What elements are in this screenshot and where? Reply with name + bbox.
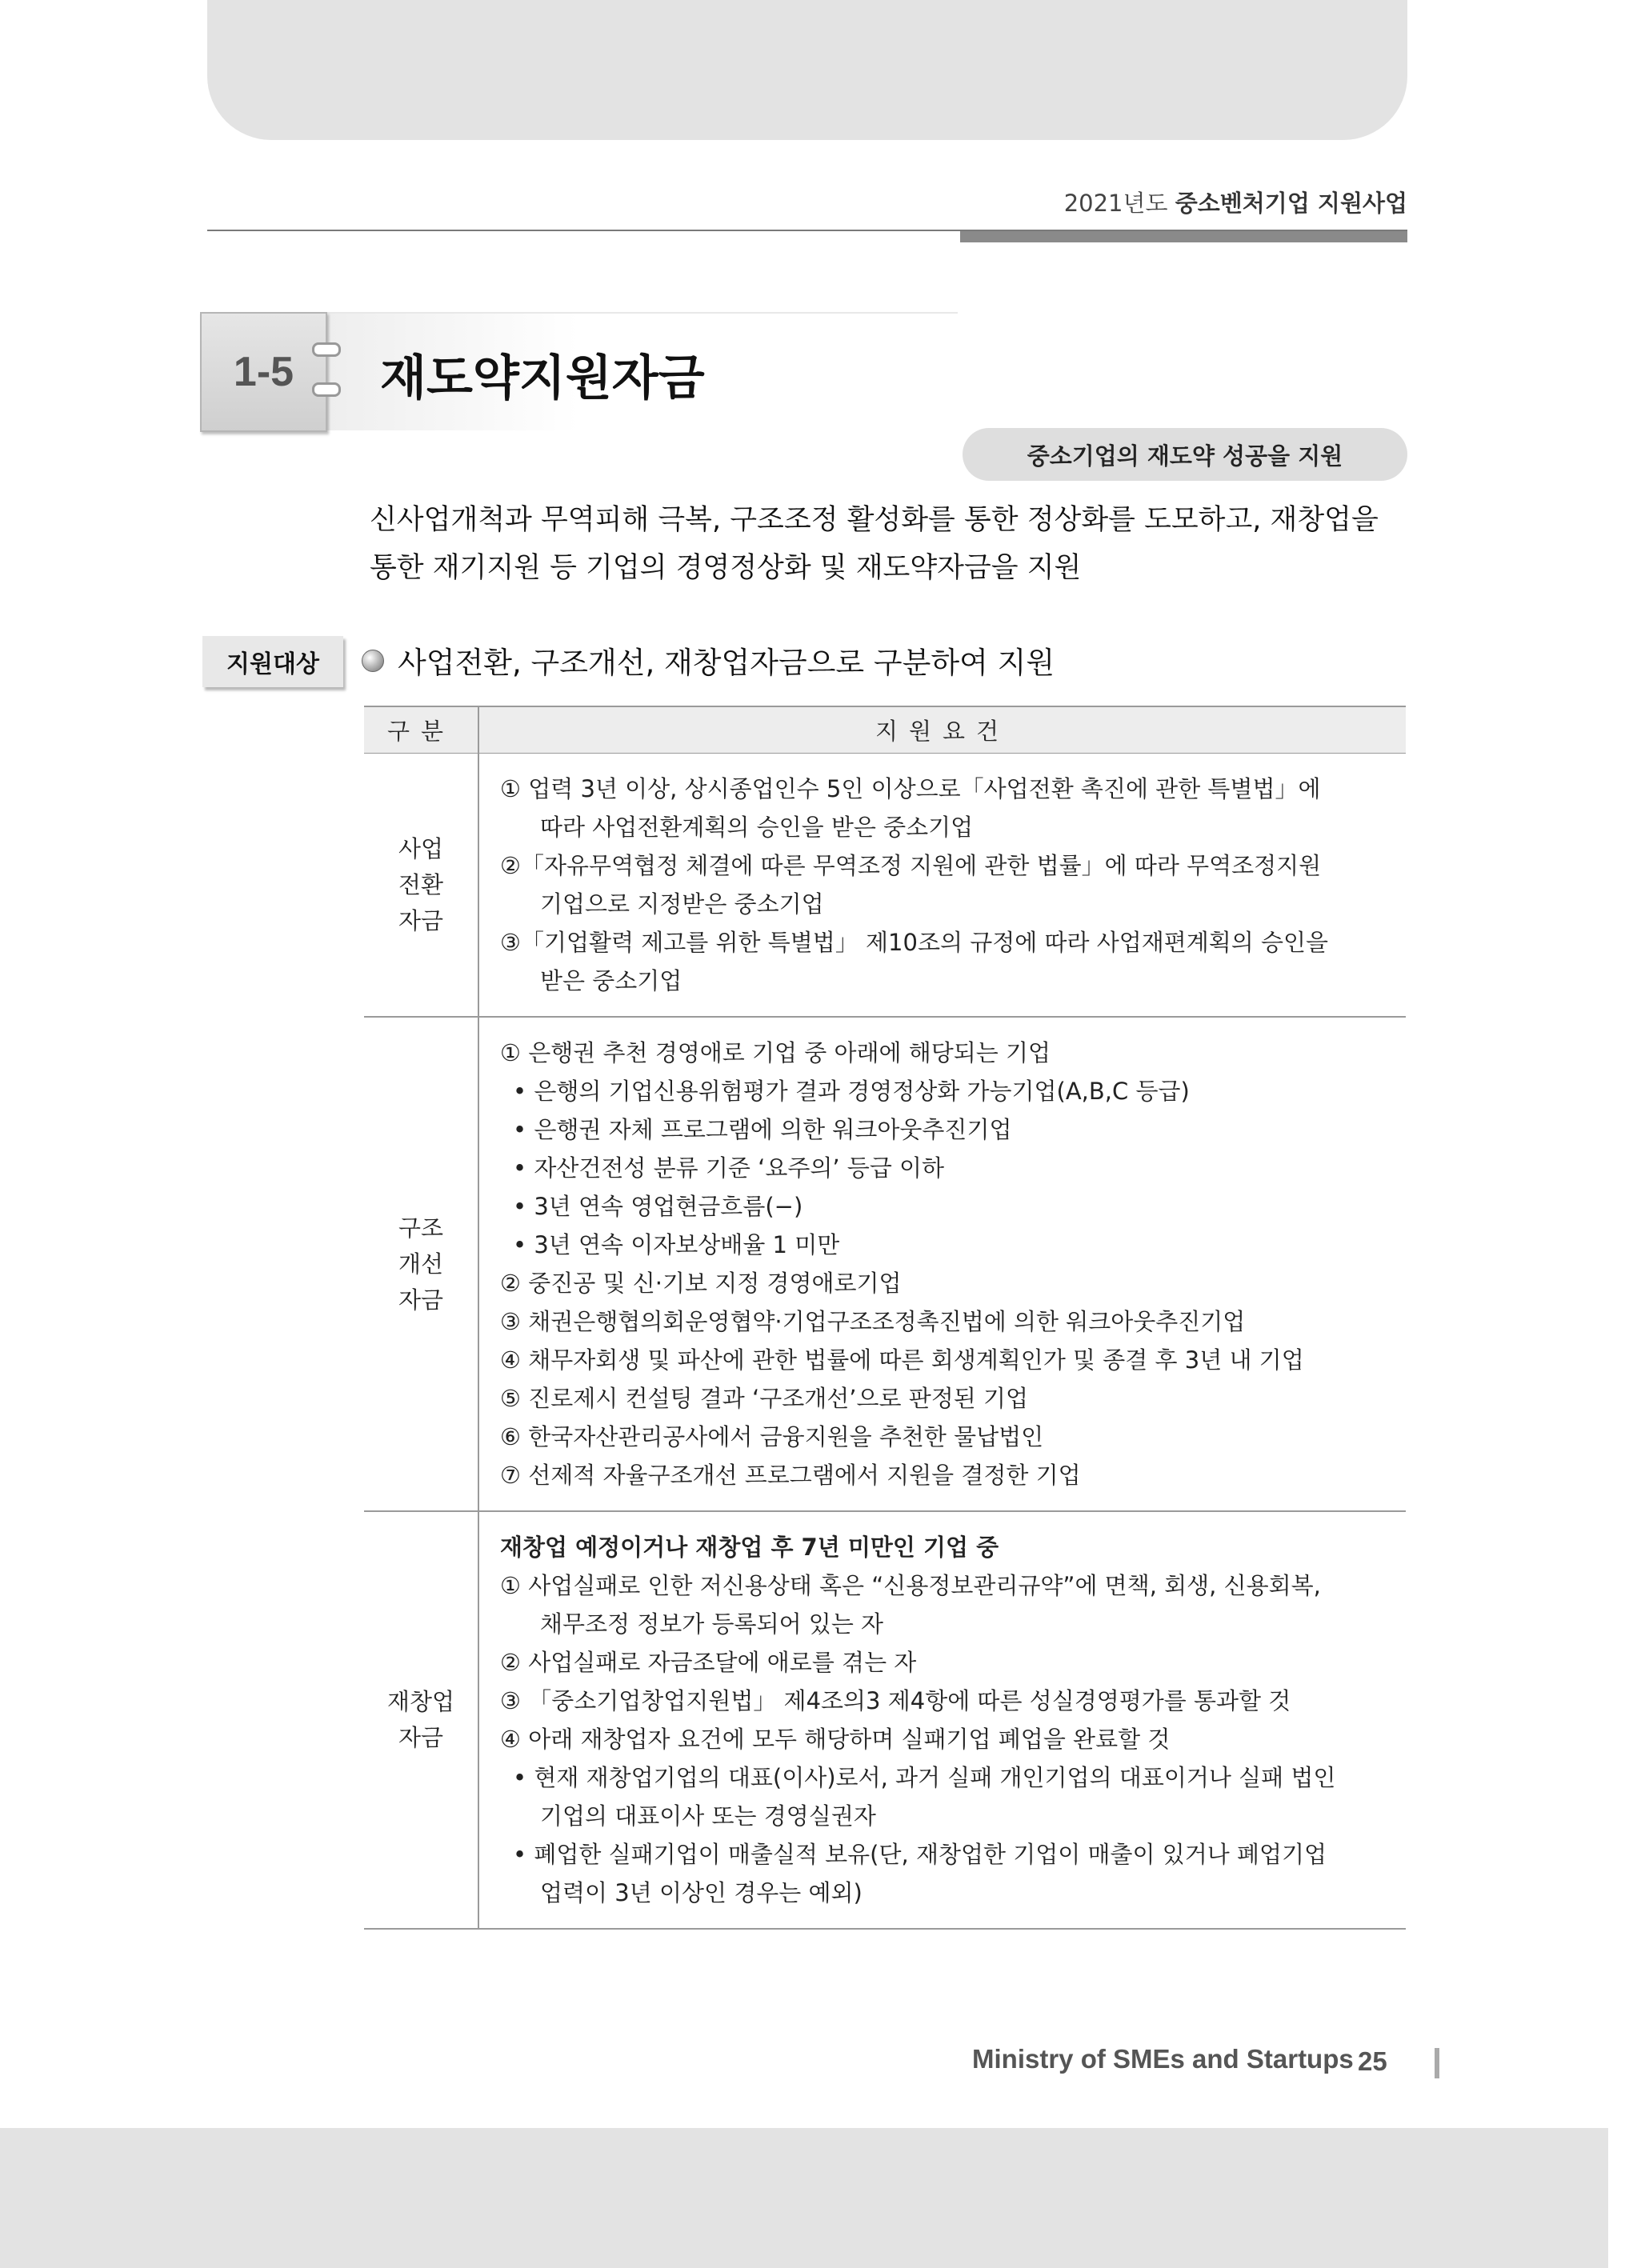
- requirement-line: ③ 채권은행협의회운영협약·기업구조조정촉진법에 의한 워크아웃추진기업: [500, 1308, 1246, 1335]
- intro-line: 통한 재기지원 등 기업의 경영정상화 및 재도약자금을 지원: [370, 552, 1082, 584]
- requirement-line: • 3년 연속 영업현금흐름(−): [513, 1193, 803, 1220]
- table-header-row: [364, 706, 1406, 754]
- section-number-box: [200, 312, 327, 432]
- row-category: [364, 1017, 478, 1511]
- target-text: 사업전환, 구조개선, 재창업자금으로 구분하여 지원: [398, 646, 1055, 680]
- intro-line: 신사업개척과 무역피해 극복, 구조조정 활성화를 통한 정상화를 도모하고, 재창업을: [370, 504, 1379, 536]
- category-line: 자금: [398, 906, 444, 934]
- requirement-line: ④ 아래 재창업자 요건에 모두 해당하며 실패기업 폐업을 완료할 것: [500, 1726, 1171, 1753]
- requirement-heading: 재창업 예정이거나 재창업 후 7년 미만인 기업 중: [500, 1534, 999, 1561]
- requirement-line: • 폐업한 실패기업이 매출실적 보유(단, 재창업한 기업이 매출이 있거나 폐업기업: [513, 1841, 1327, 1868]
- requirement-line: ③ 「중소기업창업지원법」 제4조의3 제4항에 따른 성실경영평가를 통과할 것: [500, 1687, 1291, 1714]
- requirement-line: ② 사업실패로 자금조달에 애로를 겪는 자: [500, 1649, 917, 1676]
- target-label: 지원대상: [202, 636, 343, 687]
- category-line: 재창업: [386, 1688, 455, 1715]
- requirement-line: ⑤ 진로제시 컨설팅 결과 ‘구조개선’으로 판정된 기업: [500, 1385, 1029, 1412]
- row-requirements: [478, 1017, 1406, 1511]
- requirement-line: ⑥ 한국자산관리공사에서 금융지원을 추천한 물납법인: [500, 1423, 1044, 1450]
- requirement-line: • 은행권 자체 프로그램에 의한 워크아웃추진기업: [513, 1116, 1012, 1143]
- requirement-line: ① 업력 3년 이상, 상시종업인수 5인 이상으로「사업전환 촉진에 관한 특별법」에: [500, 775, 1321, 802]
- binder-ring-icon: [312, 382, 341, 397]
- header-category: 구분: [364, 706, 478, 754]
- requirement-line: • 3년 연속 이자보상배율 1 미만: [513, 1231, 840, 1258]
- category-line: 개선: [398, 1250, 444, 1278]
- table-row: [364, 1511, 1406, 1929]
- category-line: 자금: [398, 1286, 444, 1314]
- section-tagline: 중소기업의 재도약 성공을 지원: [963, 428, 1407, 481]
- header-rule-accent: [960, 231, 1407, 242]
- requirement-line: ⑦ 선제적 자율구조개선 프로그램에서 지원을 결정한 기업: [500, 1462, 1081, 1489]
- requirement-line: ① 은행권 추천 경영애로 기업 중 아래에 해당되는 기업: [500, 1039, 1051, 1066]
- row-category: [364, 1511, 478, 1929]
- requirement-line: 받은 중소기업: [540, 967, 682, 994]
- table-row: [364, 1017, 1406, 1511]
- requirement-line: ③「기업활력 제고를 위한 특별법」 제10조의 규정에 따라 사업재편계획의 승인을: [500, 929, 1329, 956]
- section-number: 1-5: [233, 349, 294, 395]
- section-title: 재도약지원자금: [380, 350, 705, 406]
- requirement-line: • 현재 재창업기업의 대표(이사)로서, 과거 실패 개인기업의 대표이거나 실패 법인: [513, 1764, 1336, 1791]
- requirement-line: 기업으로 지정받은 중소기업: [540, 890, 824, 918]
- category-line: 사업: [398, 834, 444, 862]
- bottom-decorative-band: [0, 2128, 1608, 2268]
- category-line: 전환: [398, 870, 444, 898]
- top-decorative-band: [207, 0, 1407, 140]
- row-requirements: [478, 1511, 1406, 1929]
- bullet-circle-icon: [362, 650, 384, 672]
- requirement-line: 채무조정 정보가 등록되어 있는 자: [540, 1610, 884, 1638]
- requirement-line: 기업의 대표이사 또는 경영실권자: [540, 1802, 876, 1830]
- requirements-table: [364, 706, 1406, 1930]
- requirement-line: ④ 채무자회생 및 파산에 관한 법률에 따른 회생계획인가 및 종결 후 3년 내 기업: [500, 1346, 1304, 1374]
- requirement-line: ②「자유무역협정 체결에 따른 무역조정 지원에 관한 법률」에 따라 무역조정지원: [500, 852, 1322, 879]
- requirement-line: • 은행의 기업신용위험평가 결과 경영정상화 가능기업(A,B,C 등급): [513, 1078, 1190, 1105]
- requirement-line: • 자산건전성 분류 기준 ‘요주의’ 등급 이하: [513, 1154, 945, 1182]
- footer-ministry: Ministry of SMEs and Startups: [972, 2044, 1354, 2074]
- requirement-line: 따라 사업전환계획의 승인을 받은 중소기업: [540, 814, 974, 841]
- page-marker-bar: [1435, 2048, 1439, 2078]
- row-requirements: [478, 754, 1406, 1018]
- requirement-line: 업력이 3년 이상인 경우는 예외): [540, 1879, 863, 1906]
- binder-ring-icon: [312, 342, 341, 357]
- category-line: 구조: [398, 1214, 444, 1242]
- requirement-line: ② 중진공 및 신·기보 지정 경영애로기업: [500, 1270, 902, 1297]
- intro-paragraph: [370, 496, 1410, 592]
- row-category: [364, 754, 478, 1018]
- category-line: 자금: [398, 1724, 444, 1751]
- running-header: [1064, 186, 1407, 218]
- table-row: [364, 754, 1406, 1018]
- header-year: 2021년도: [1063, 190, 1168, 217]
- page-number: 25: [1358, 2046, 1387, 2076]
- header-title: 중소벤처기업 지원사업: [1175, 190, 1407, 217]
- header-requirements: 지원요건: [478, 706, 1406, 754]
- requirement-line: ① 사업실패로 인한 저신용상태 혹은 “신용정보관리규약”에 면책, 회생, 신용회복,: [500, 1572, 1321, 1599]
